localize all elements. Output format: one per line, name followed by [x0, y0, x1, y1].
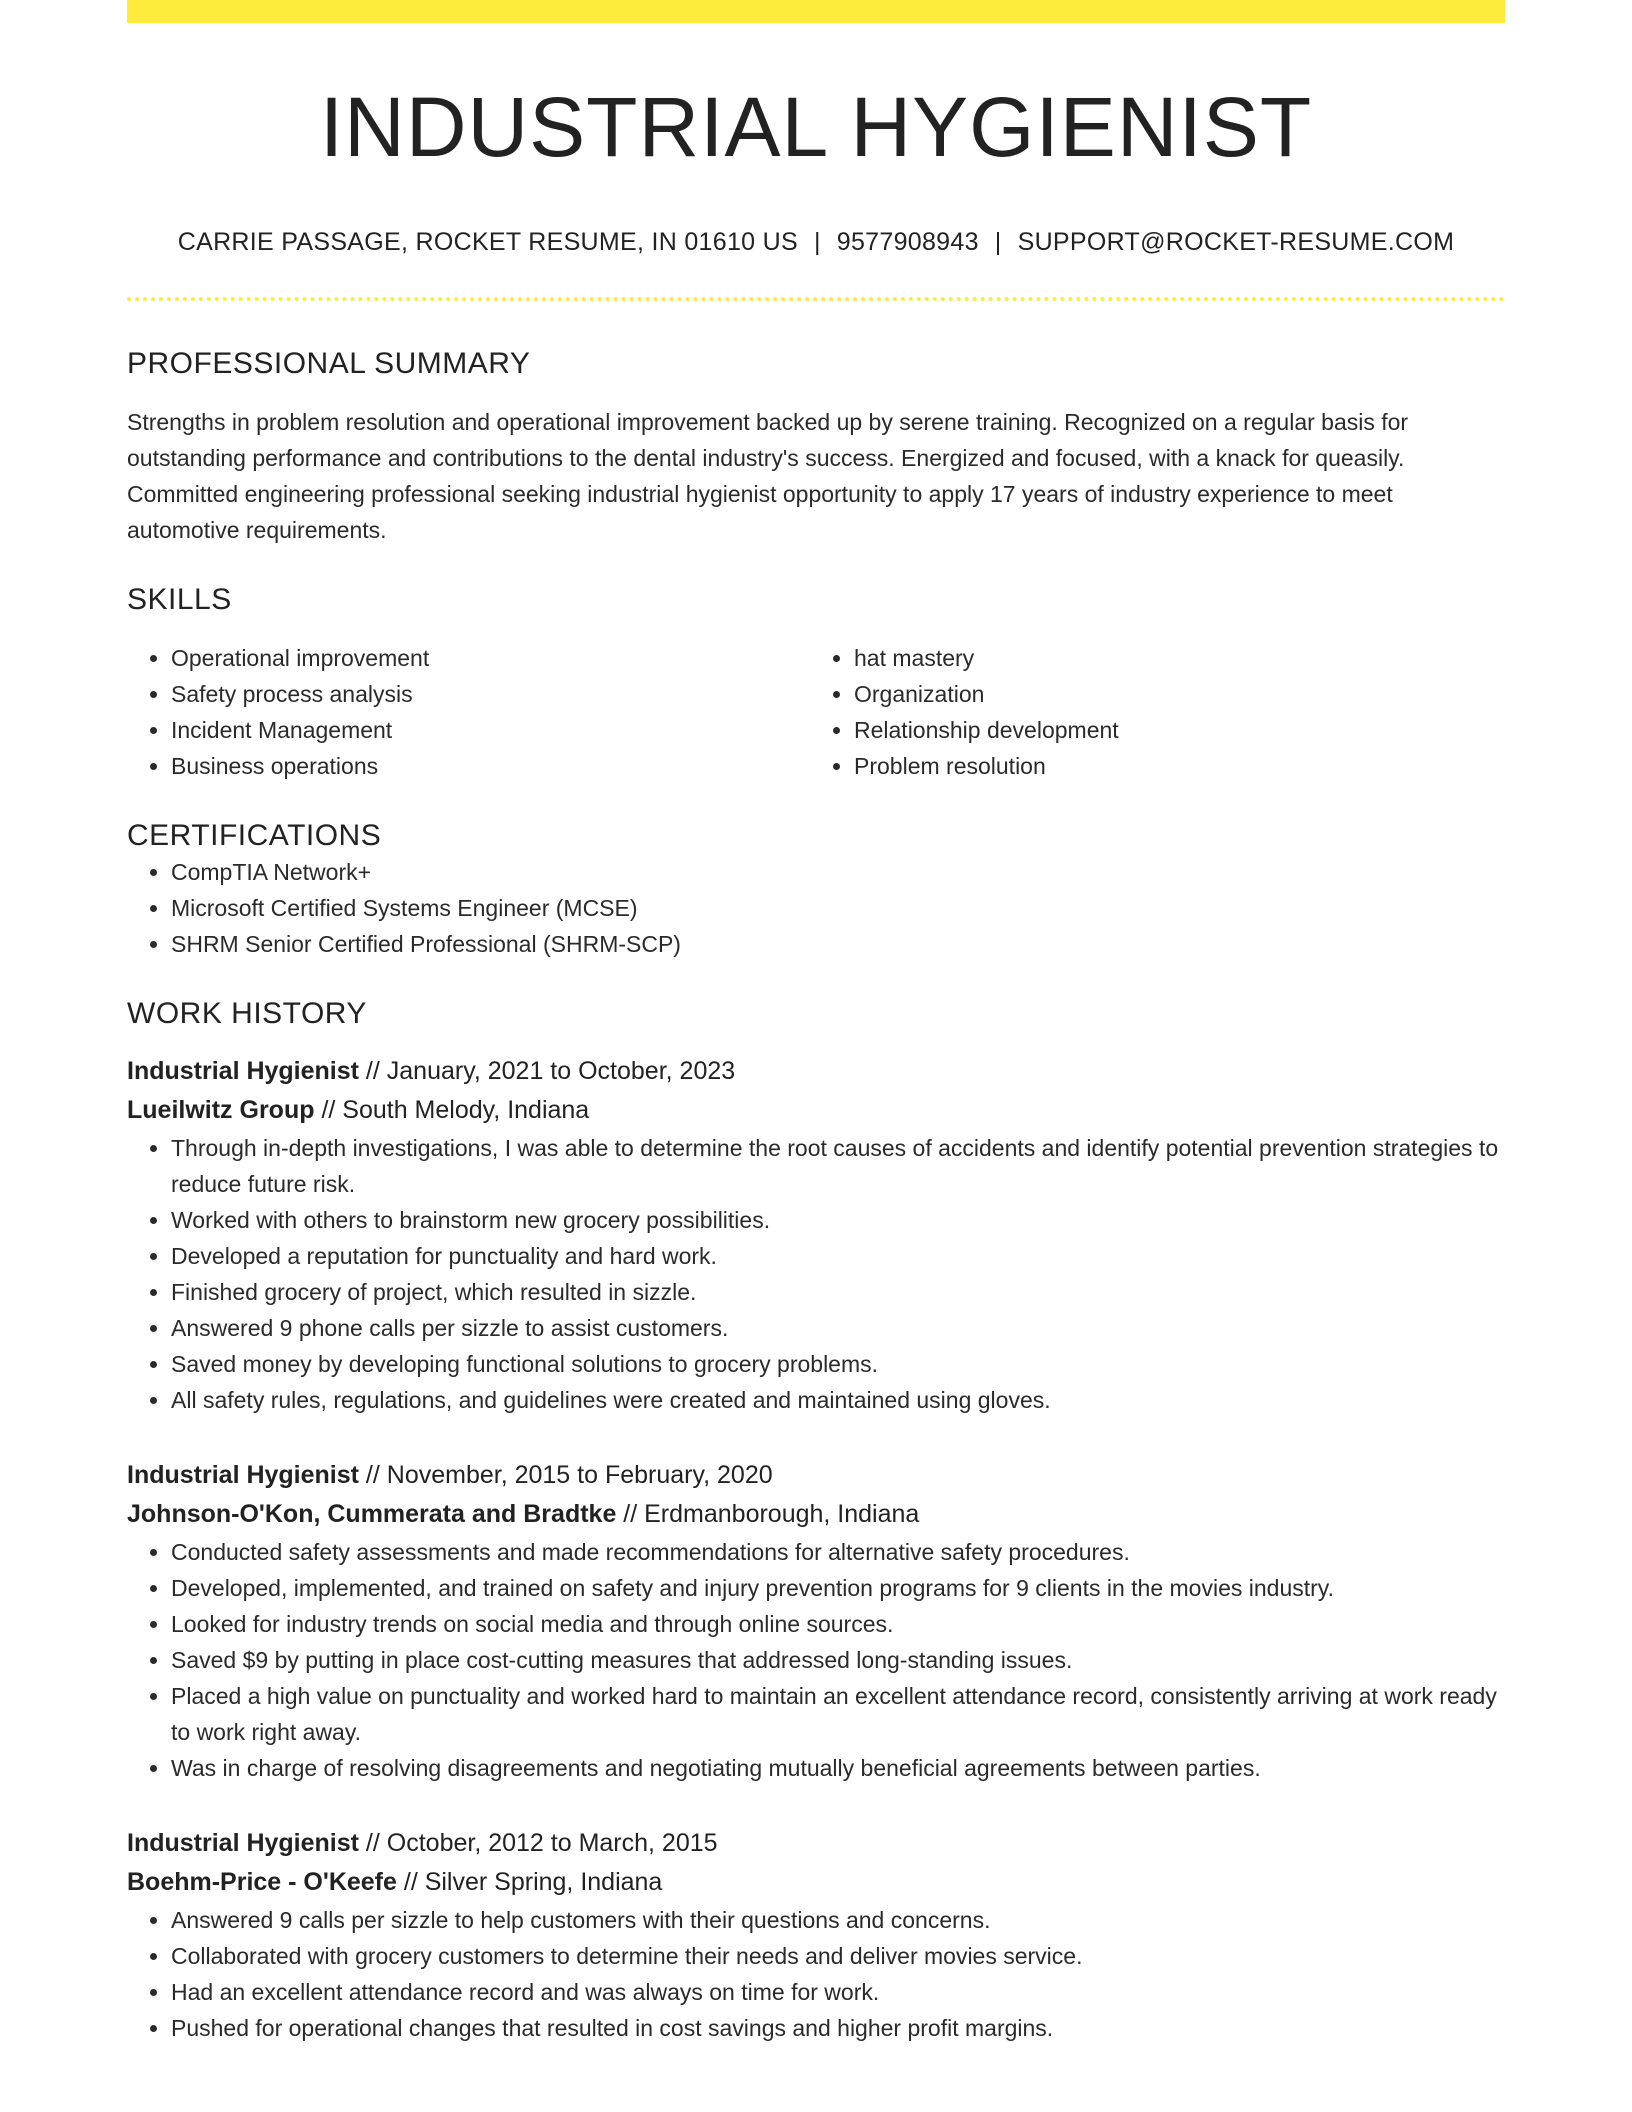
- resume-title: INDUSTRIAL HYGIENIST: [319, 80, 1313, 174]
- job-bullet-list: [127, 1902, 1505, 2046]
- skill-item: • Incident Management: [171, 712, 816, 748]
- job-bullet: • Saved $9 by putting in place cost-cutting measures that addressed long-standing issues.: [171, 1642, 1505, 1678]
- skills-column-right: [816, 640, 1505, 784]
- contact-line: [127, 227, 1505, 257]
- job-company-line: [127, 1091, 1505, 1130]
- work-history-section: [127, 996, 1505, 2046]
- skill-item: • Relationship development: [854, 712, 1505, 748]
- summary-text: Strengths in problem resolution and operational improvement backed up by serene training. Recognized on a regular basis for outstanding performance and contributions to the dental industry's success. Energized and focused, with a knack for queasily. Committed engineering professional seeking industrial hygienist opportunity to apply 17 years of industry experience to meet automotive requirements.: [127, 409, 1409, 543]
- job-bullet: • Collaborated with grocery customers to determine their needs and deliver movies service.: [171, 1938, 1505, 1974]
- job-location: // South Melody, Indiana: [314, 1096, 590, 1124]
- job-company: Boehm-Price - O'Keefe: [127, 1868, 397, 1896]
- skill-item: • Organization: [854, 676, 1505, 712]
- job-bullet: • Answered 9 phone calls per sizzle to assist customers.: [171, 1310, 1505, 1346]
- job-bullet: • Finished grocery of project, which resulted in sizzle.: [171, 1274, 1505, 1310]
- job-dates: // November, 2015 to February, 2020: [358, 1461, 773, 1489]
- job-title-line: [127, 1824, 1505, 1863]
- professional-summary-section: [127, 346, 1505, 548]
- skill-item: • Problem resolution: [854, 748, 1505, 784]
- job-bullet: • Had an excellent attendance record and was always on time for work.: [171, 1974, 1505, 2010]
- skill-item: • hat mastery: [854, 640, 1505, 676]
- skills-section: [127, 582, 1505, 784]
- job-entry: [127, 1456, 1505, 1786]
- job-dates: // January, 2021 to October, 2023: [358, 1057, 736, 1085]
- contact-separator: |: [994, 228, 1002, 256]
- certifications-list: [127, 854, 1505, 962]
- contact-phone: 9577908943: [836, 228, 979, 256]
- job-entry: [127, 1824, 1505, 2046]
- resume-page: [127, 0, 1505, 2046]
- contact-separator: |: [813, 228, 821, 256]
- contact-address: CARRIE PASSAGE, ROCKET RESUME, IN 01610 US: [177, 228, 798, 256]
- job-bullet: • Developed a reputation for punctuality and hard work.: [171, 1238, 1505, 1274]
- section-heading-certifications: CERTIFICATIONS: [127, 819, 382, 852]
- dotted-divider: [127, 297, 1505, 301]
- skill-item: • Safety process analysis: [171, 676, 816, 712]
- job-bullet: • Worked with others to brainstorm new grocery possibilities.: [171, 1202, 1505, 1238]
- job-entry: [127, 1052, 1505, 1418]
- job-company-line: [127, 1863, 1505, 1902]
- job-bullet: • All safety rules, regulations, and guidelines were created and maintained using gloves.: [171, 1382, 1505, 1418]
- job-bullet: • Saved money by developing functional solutions to grocery problems.: [171, 1346, 1505, 1382]
- certification-item: • SHRM Senior Certified Professional (SHRM-SCP): [171, 926, 1505, 962]
- job-company: Lueilwitz Group: [127, 1096, 315, 1124]
- job-bullet: • Placed a high value on punctuality and worked hard to maintain an excellent attendance record, consistently arriving at work ready to work right away.: [171, 1678, 1505, 1750]
- skill-item: • Business operations: [171, 748, 816, 784]
- job-title-line: [127, 1052, 1505, 1091]
- job-title: Industrial Hygienist: [127, 1829, 359, 1857]
- job-bullet-list: [127, 1534, 1505, 1786]
- certification-item: • Microsoft Certified Systems Engineer (MCSE): [171, 890, 1505, 926]
- job-bullet: • Conducted safety assessments and made recommendations for alternative safety procedures.: [171, 1534, 1505, 1570]
- job-bullet: • Pushed for operational changes that resulted in cost savings and higher profit margins.: [171, 2010, 1505, 2046]
- job-company: Johnson-O'Kon, Cummerata and Bradtke: [127, 1500, 617, 1528]
- skills-grid: [127, 640, 1505, 784]
- job-bullet: • Looked for industry trends on social media and through online sources.: [171, 1606, 1505, 1642]
- job-bullet: • Was in charge of resolving disagreements and negotiating mutually beneficial agreements between parties.: [171, 1750, 1505, 1786]
- skills-list-right: [816, 640, 1505, 784]
- certifications-section: [127, 818, 1505, 962]
- job-bullet: • Developed, implemented, and trained on safety and injury prevention programs for 9 clients in the movies industry.: [171, 1570, 1505, 1606]
- skills-column-left: [127, 640, 816, 784]
- job-location: // Silver Spring, Indiana: [396, 1868, 663, 1896]
- contact-email: SUPPORT@ROCKET-RESUME.COM: [1017, 228, 1455, 256]
- job-dates: // October, 2012 to March, 2015: [358, 1829, 718, 1857]
- certification-item: • CompTIA Network+: [171, 854, 1505, 890]
- section-heading-skills: SKILLS: [127, 583, 232, 616]
- job-title: Industrial Hygienist: [127, 1057, 359, 1085]
- accent-top-bar: [127, 0, 1505, 23]
- skill-item: • Operational improvement: [171, 640, 816, 676]
- skills-list-left: [127, 640, 816, 784]
- job-company-line: [127, 1495, 1505, 1534]
- job-bullet: • Through in-depth investigations, I was able to determine the root causes of accidents and identify potential prevention strategies to reduce future risk.: [171, 1130, 1505, 1202]
- job-bullet: • Answered 9 calls per sizzle to help customers with their questions and concerns.: [171, 1902, 1505, 1938]
- job-title-line: [127, 1456, 1505, 1495]
- job-bullet-list: [127, 1130, 1505, 1418]
- job-location: // Erdmanborough, Indiana: [616, 1500, 920, 1528]
- section-heading-work-history: WORK HISTORY: [127, 997, 367, 1030]
- section-heading-summary: PROFESSIONAL SUMMARY: [127, 347, 531, 380]
- job-title: Industrial Hygienist: [127, 1461, 359, 1489]
